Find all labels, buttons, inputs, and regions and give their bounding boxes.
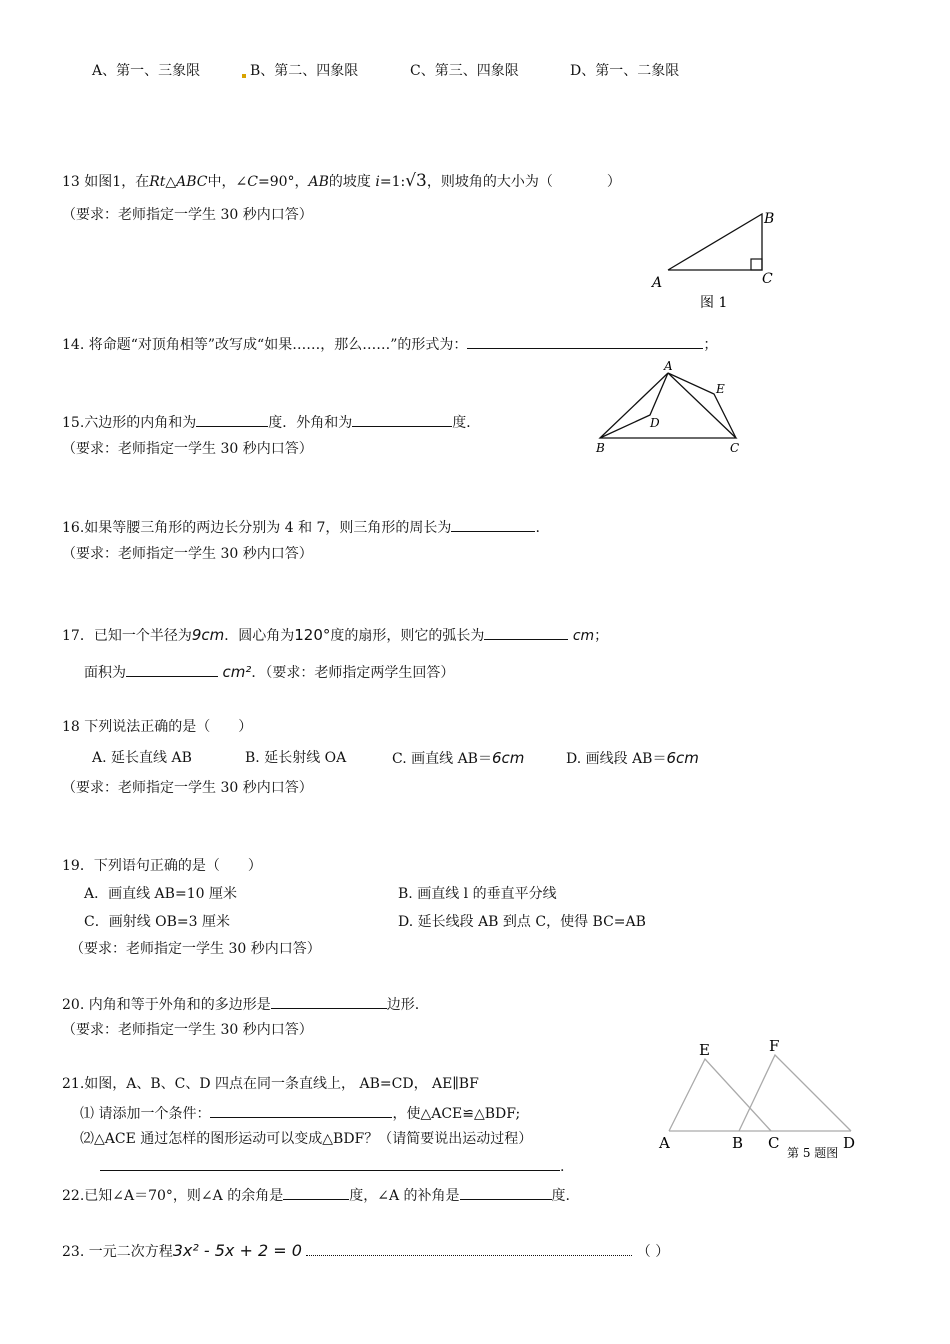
q13-text: =90°， (257, 174, 309, 190)
q23-question (62, 1242, 669, 1261)
q15-question (62, 412, 480, 432)
q13-triangle-shape (668, 214, 762, 270)
q14-question (62, 334, 717, 354)
q13-label-c: C (762, 271, 773, 287)
q15-text: 15.六边形的内角和为 (62, 415, 197, 431)
q16-question (62, 517, 540, 537)
q15-label-d: D (650, 416, 660, 430)
q12-option-b: B、第二、四象限 (250, 63, 359, 79)
q13-ab: AB (308, 174, 329, 190)
q15-text: 度． (452, 415, 481, 431)
q14-number: 14. (62, 337, 85, 353)
q21-label-d: D (843, 1134, 856, 1152)
q13-text: 中，∠ (207, 174, 248, 190)
q21-condition-blank[interactable] (210, 1103, 392, 1118)
q17-angle: 120° (294, 626, 331, 644)
q17-text: 面积为 (84, 665, 126, 681)
q21-text: . (560, 1159, 565, 1175)
q15-text: 度．外角和为 (268, 415, 353, 431)
q21-label-c: C (768, 1134, 780, 1152)
q13-label-a: A (652, 275, 663, 291)
q16-answer-blank[interactable] (451, 517, 535, 532)
q20-answer-blank[interactable] (271, 994, 387, 1009)
q18-requirement: （要求：老师指定一学生 30 秒内口答） (62, 780, 313, 796)
q17-line2 (84, 662, 454, 682)
q20-text: 20. 内角和等于外角和的多边形是 (62, 997, 271, 1013)
q17-line1 (62, 625, 608, 645)
q19-option-d: D. 延长线段 AB 到点 C，使得 BC=AB (398, 914, 646, 930)
q21-part1 (80, 1103, 520, 1123)
q17-text: 17．已知一个半径为 (62, 628, 192, 644)
q18-option-d (566, 749, 699, 768)
q23-text: 23. 一元二次方程 (62, 1244, 173, 1260)
q13-paren: ） (606, 174, 621, 190)
q20-text: 边形. (386, 997, 420, 1013)
q14-end: ； (703, 337, 718, 353)
q13-question (62, 172, 621, 191)
q19-stem (62, 857, 262, 875)
q17-unit-cm2: cm² (222, 663, 252, 681)
q15-label-a: A (664, 359, 673, 373)
q22-question (62, 1185, 570, 1205)
q23-paren: （ ） (636, 1244, 670, 1260)
q15-figure (594, 360, 754, 460)
q18-option-d-text: D. 画线段 AB＝ (566, 751, 667, 767)
q23-equation: 3x² - 5x + 2 = 0 (172, 1241, 302, 1260)
q19-requirement: （要求：老师指定一学生 30 秒内口答） (70, 941, 321, 957)
q18-option-d-value: 6cm (666, 749, 699, 767)
q13-label-b: B (764, 211, 775, 227)
q13-text: =1: (379, 174, 406, 190)
q22-text: 度，∠A 的补角是 (349, 1188, 460, 1204)
q18-option-c-text: C. 画直线 AB＝ (392, 751, 492, 767)
q13-requirement: （要求：老师指定一学生 30 秒内口答） (62, 207, 313, 223)
q13-angle-c: C (247, 174, 258, 190)
q13-number: 13 (62, 174, 80, 190)
q13-sqrt: √3 (405, 171, 427, 191)
q12-mark (242, 74, 246, 78)
q21-motion-blank[interactable] (100, 1156, 560, 1171)
q13-text: ，则坡角的大小为（ (426, 174, 553, 190)
q17-area-blank[interactable] (126, 662, 218, 677)
q19-option-c: C．画射线 OB=3 厘米 (84, 914, 231, 930)
q17-unit-cm: cm (572, 628, 595, 644)
q17-text: ．（要求：老师指定两学生回答） (251, 665, 455, 681)
q17-text: 度的扇形，则它的弧长为 (330, 628, 485, 644)
q19-paren: ） (247, 858, 262, 874)
q15-blank-exterior[interactable] (352, 412, 452, 427)
q22-complement-blank[interactable] (283, 1185, 349, 1200)
q21-figure (655, 1035, 865, 1165)
q17-text: ．圆心角为 (224, 628, 295, 644)
q17-radius: 9cm (191, 626, 225, 644)
q13-rt: Rt (149, 174, 166, 190)
q13-right-angle-mark (751, 259, 762, 270)
q15-label-c: C (730, 441, 740, 455)
q18-option-b: B. 延长射线 OA (245, 750, 347, 766)
q18-option-c-value: 6cm (491, 749, 525, 767)
q19-text: 19．下列语句正确的是（ (62, 858, 220, 874)
q15-requirement: （要求：老师指定一学生 30 秒内口答） (62, 441, 313, 457)
q18-option-c (392, 749, 524, 768)
q21-caption: 第 5 题图 (787, 1146, 839, 1160)
q21-part2-answer (100, 1156, 564, 1176)
q13-text: 的坡度 (328, 174, 371, 190)
q23-dotted-leader (306, 1243, 632, 1256)
q15-blank-interior[interactable] (196, 412, 268, 427)
q18-option-a: A. 延长直线 AB (92, 750, 192, 766)
q21-triangle-bdf (739, 1055, 851, 1131)
q22-text: 22.已知∠A＝70°，则∠A 的余角是 (62, 1188, 284, 1204)
q15-label-b: B (596, 441, 605, 455)
q13-caption: 图 1 (700, 295, 728, 311)
q17-text: ； (594, 628, 609, 644)
q21-stem: 21.如图，A、B、C、D 四点在同一条直线上， AB=CD， AE∥BF (62, 1076, 479, 1092)
q13-text: 如图1，在 (84, 174, 150, 190)
q19-option-a: A．画直线 AB=10 厘米 (84, 886, 237, 902)
q22-text: 度. (551, 1188, 570, 1204)
q16-text: 16.如果等腰三角形的两边长分别为 4 和 7，则三角形的周长为 (62, 520, 452, 536)
q14-answer-blank[interactable] (467, 334, 703, 349)
q16-end: . (535, 520, 540, 536)
q21-label-f: F (769, 1037, 780, 1055)
q20-question (62, 994, 419, 1014)
q15-label-e: E (716, 382, 725, 396)
q12-option-c: C、第三、四象限 (410, 63, 519, 79)
q16-requirement: （要求：老师指定一学生 30 秒内口答） (62, 546, 313, 562)
q21-text: ⑴ 请添加一个条件： (80, 1106, 211, 1122)
q21-part2: ⑵△ACE 通过怎样的图形运动可以变成△BDF？（请简要说出运动过程） (80, 1131, 533, 1147)
q17-arc-blank[interactable] (484, 625, 568, 640)
q13-figure (640, 205, 790, 315)
q13-triangle: △ABC (165, 174, 208, 190)
q21-label-b: B (732, 1134, 744, 1152)
q18-text: 18 下列说法正确的是（ (62, 719, 211, 735)
q21-text: ，使△ACE≌△BDF; (392, 1106, 521, 1122)
q22-supplement-blank[interactable] (460, 1185, 552, 1200)
q18-paren: ） (238, 719, 253, 735)
q12-option-d: D、第一、二象限 (570, 63, 680, 79)
q18-stem (62, 718, 252, 736)
q21-label-a: A (659, 1134, 670, 1152)
q12-option-a: A、第一、三象限 (92, 63, 201, 79)
q13-i: i (375, 174, 380, 190)
q20-requirement: （要求：老师指定一学生 30 秒内口答） (62, 1022, 313, 1038)
q19-option-b: B. 画直线 l 的垂直平分线 (398, 886, 557, 902)
q14-text: 将命题“对顶角相等”改写成“如果……，那么……”的形式为： (88, 337, 468, 353)
q21-label-e: E (699, 1041, 710, 1059)
